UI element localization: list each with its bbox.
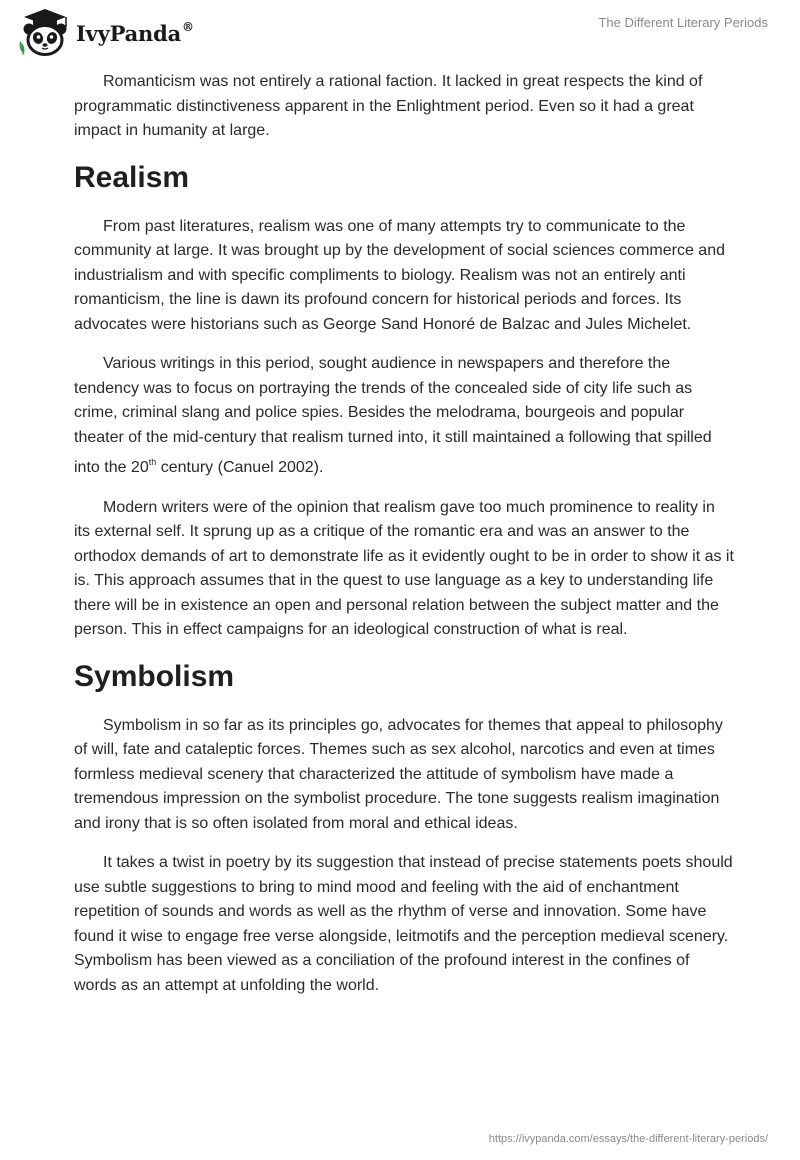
registered-mark: ® [182,20,194,34]
ivypanda-logo[interactable] [16,7,194,57]
realism-paragraph-2: Various writings in this period, sought audience in newspapers and therefore the tendency was to focus on portraying the trends of the concealed side of city life such as crime, criminal slang and police spies. Besides the melodrama, bourgeois and popular theater of the mid-century that realism turned into, it still maintained a following that spilled into the 20th century (Canuel 2002). [74,355,712,476]
realism-paragraph-1: From past literatures, realism was one of many attempts try to communicate to the community at large. It was brought up by the development of social sciences commerce and industrialism and with specific compliments to biology. Realism was not an entirely anti romanticism, the line is dawn its profound concern for historical periods and forces. Its advocates were historians such as George Sand Honoré de Balzac and Jules Michelet. [74,217,725,333]
symbolism-heading: Symbolism [74,659,235,693]
source-url[interactable]: https://ivypanda.com/essays/the-different-literary-periods/ [488,1133,768,1145]
symbolism-paragraph-2: It takes a twist in poetry by its suggestion that instead of precise statements poets should use subtle suggestions to bring to mind mood and feeling with the aid of enchantment repetition of sounds and words as well as the rhythm of verse and innovation. Some have found it wise to engage free verse alongside, leitmotifs and the perception medieval scenery. Symbolism has been viewed as a conciliation of the profound interest in the confines of words as an attempt at unfolding the world. [74,854,733,994]
essay-content [74,70,734,1013]
panda-graduation-icon [16,7,74,57]
document-title: The Different Literary Periods [598,15,768,30]
realism-paragraph-3: Modern writers were of the opinion that realism gave too much prominence to reality in its external self. It sprung up as a critique of the romantic era and was an answer to the orthodox demands of art to demonstrate life as it evidently ought to be in order to show it as it is. This approach assumes that in the quest to use language as a key to understanding life there will be in existence an open and personal relation between the subject matter and the person. This in effect campaigns for an ideological construction of what is real. [74,498,734,638]
symbolism-paragraph-1: Symbolism in so far as its principles go, advocates for themes that appeal to philosophy of will, fate and cataleptic forces. Themes such as sex alcohol, narcotics and even at times formless medieval scenery that characterized the attitude of symbolism have made a tremendous impression on the symbolist procedure. The tone suggests realism imagination and irony that is so often isolated from moral and ethical ideas. [74,716,723,832]
page-header [0,0,800,66]
realism-heading: Realism [74,160,190,194]
brand-name: IvyPanda® [76,20,194,46]
superscript-th: th [148,457,157,467]
intro-paragraph: Romanticism was not entirely a rational faction. It lacked in great respects the kind of programmatic distinctiveness apparent in the Enlightment period. Even so it had a great impact in humanity at large. [74,73,703,139]
